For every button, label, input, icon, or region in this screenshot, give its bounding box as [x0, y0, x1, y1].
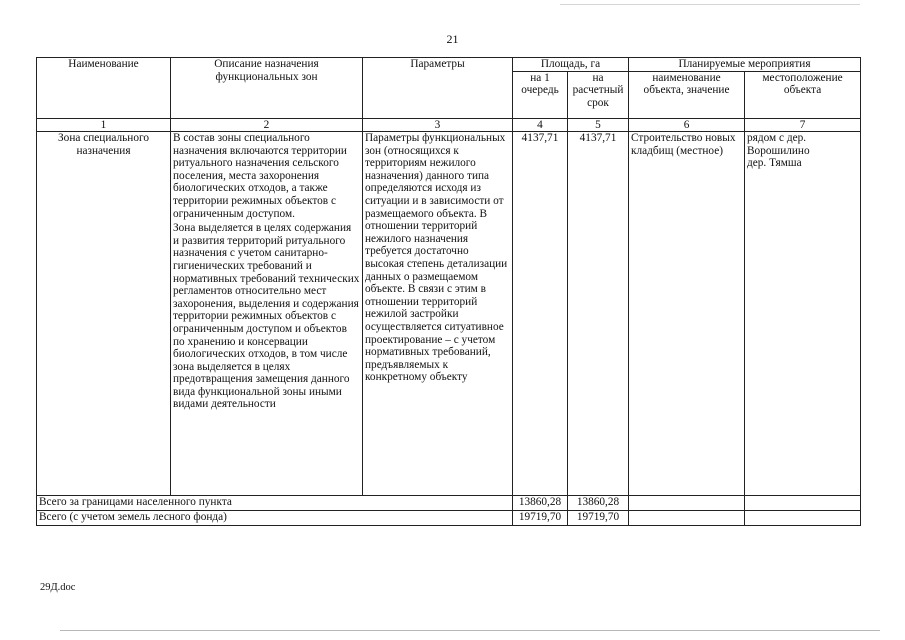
column-number: 1 [37, 119, 171, 132]
measure-location [745, 132, 861, 496]
header-params: Параметры [363, 58, 513, 119]
scan-artifact-line [560, 4, 860, 5]
total-row [37, 496, 861, 511]
location-line-2: дер. Тямша [747, 157, 802, 170]
zone-area-q1: 4137,71 [513, 132, 568, 496]
total-label: Всего (с учетом земель лесного фонда) [37, 511, 513, 526]
total-empty [745, 496, 861, 511]
zones-table [36, 57, 861, 526]
column-number: 3 [363, 119, 513, 132]
header-row-1 [37, 58, 861, 72]
total-calc: 19719,70 [568, 511, 629, 526]
zone-name: Зона специального назначения [37, 132, 171, 496]
zone-params: Параметры функциональных зон (относящихся к территориям нежилого назначения) данного типа определяются исходя из ситуации и в зависимости от размещаемого объекта. В отношении территорий нежилого назначения требуется достаточно высокая степень детализации данных о размещаемом объекте. В связи с этим в отношении территорий нежилой застройки осуществляется ситуативное проектирование – с учетом нормативных требований, предъявляемых к конкретному объекту [363, 132, 513, 496]
page-number: 21 [446, 32, 459, 46]
column-number: 2 [171, 119, 363, 132]
column-number-row [37, 119, 861, 132]
header-measures: Планируемые мероприятия [629, 58, 861, 72]
header-description: Описание назначения функциональных зон [171, 58, 363, 119]
total-label: Всего за границами населенного пункта [37, 496, 513, 511]
column-number: 7 [745, 119, 861, 132]
file-name: 29Д.doc [40, 582, 76, 593]
column-number: 5 [568, 119, 629, 132]
description-paragraph-2: Зона выделяется в целях содержания и развития территорий ритуального назначения с учетом санитарно-гигиенических требований и нормативных требований технических регламентов относительно мест захоронения, выделения и содержания территории режимных объектов с ограниченным доступом и объектов по хранению и консервации биологических отходов, в том числе зона выделяется в целях предотвращения замещения данного вида функциональной зоны иными видами деятельности [173, 222, 360, 411]
total-q1: 13860,28 [513, 496, 568, 511]
header-area: Площадь, га [513, 58, 629, 72]
total-empty [745, 511, 861, 526]
total-calc: 13860,28 [568, 496, 629, 511]
zone-description [171, 132, 363, 496]
total-row [37, 511, 861, 526]
measure-name: Строительство новых кладбищ (местное) [629, 132, 745, 496]
scan-artifact-line [60, 630, 880, 631]
description-paragraph-1: В состав зоны специального назначения включаются территории ритуального назначения сельского поселения, места захоронения биологических отходов, а также территории режимных объектов с ограниченным доступом. [173, 132, 347, 220]
header-area-q1: на 1 очередь [513, 71, 568, 118]
column-number: 4 [513, 119, 568, 132]
column-number: 6 [629, 119, 745, 132]
header-measures-loc: местоположение объекта [745, 71, 861, 118]
zone-area-calc: 4137,71 [568, 132, 629, 496]
header-measures-name: наименование объекта, значение [629, 71, 745, 118]
table-row [37, 132, 861, 496]
header-name: Наименование [37, 58, 171, 119]
total-q1: 19719,70 [513, 511, 568, 526]
total-empty [629, 496, 745, 511]
header-area-calc: на расчетный срок [568, 71, 629, 118]
location-line-1: рядом с дер. Ворошилино [747, 132, 810, 157]
total-empty [629, 511, 745, 526]
